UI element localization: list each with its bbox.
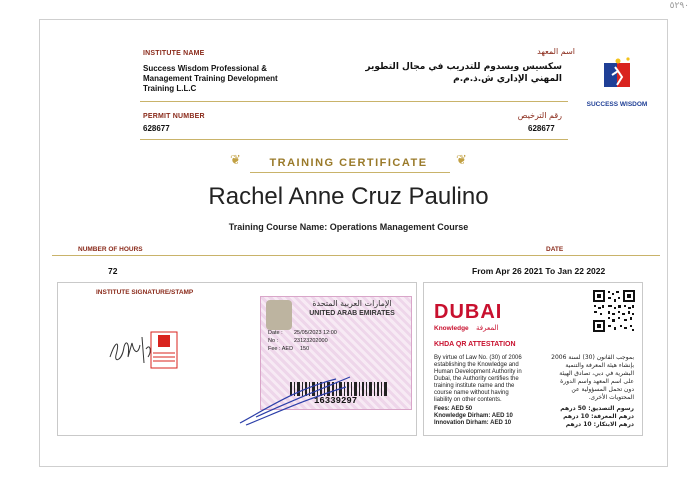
signature-stamp-label: INSTITUTE SIGNATURE/STAMP [96,289,194,296]
logo-text: SUCCESS WISDOM [586,101,648,108]
institute-name-label: INSTITUTE NAME [143,50,205,57]
stamp-fee-label: Fee : AED [268,346,294,352]
khda-text-en-7: liability on other contents. [434,397,502,403]
institute-name-line-2: Management Training Development [143,74,278,83]
khda-text-ar-6: المحتويات الأخرى. [588,394,634,401]
khda-sub-en: Knowledge [434,325,469,332]
title-underline [250,172,450,173]
qr-code [592,289,636,333]
hours-label: NUMBER OF HOURS [78,246,143,253]
stamp-date-label: Date : [268,330,283,336]
stamp-date-value: 25/05/2023 12:00 [294,330,337,336]
khda-text-ar-4: على اسم المعهد واسم الدورة [560,378,634,385]
success-wisdom-logo [586,57,648,112]
khda-text-ar-1: بموجب القانون (30) لسنة 2006 [551,354,634,361]
institute-name-ar-line-2: المهني الإداري ش.ذ.م.م [453,74,562,84]
ornament-left-icon: ❦ [230,152,241,167]
hours-value: 72 [108,266,118,276]
khda-fees-ar-1: رسوم التصديق: 50 درهم [560,405,634,412]
signature-stamp-box [57,282,417,436]
document-reference-mark: ٥٢٩٠ [669,1,689,11]
handwritten-signature [106,333,154,367]
stamp-serial: 16339297 [314,396,358,406]
khda-text-ar-3: البشرية في دبي، تصادق الهيئة [559,370,634,377]
blue-ink-signature [236,369,356,429]
date-label: DATE [546,246,564,253]
details-divider [52,255,660,256]
khda-fees-ar-3: درهم الابتكار: 10 درهم [565,421,634,428]
logo-emblem-icon [592,57,642,101]
khda-text-en-2: establishing the Knowledge and [434,362,519,368]
institute-name-label-ar: اسم المعهد [537,47,575,56]
khda-sub-ar: المعرفة [476,324,499,332]
khda-fees-en-2: Knowledge Dirham: AED 10 [434,413,513,419]
khda-fees-en-3: Innovation Dirham: AED 10 [434,420,512,426]
permit-number-value: 628677 [143,124,170,133]
header-divider [140,101,568,102]
stamp-no-value: 23123202000 [294,338,328,344]
khda-fees-ar-2: درهم المعرفة: 10 درهم [563,413,634,420]
khda-text-ar-5: دون تحمل المسؤولية عن [571,386,634,393]
certificate-title: TRAINING CERTIFICATE [269,157,428,169]
khda-text-en-3: Human Development Authority in [434,369,522,375]
stamp-country-ar: الإمارات العربية المتحدة [312,299,392,308]
stamp-country-en: UNITED ARAB EMIRATES [309,310,395,317]
khda-text-en-5: training institute name and the [434,383,515,389]
khda-heading: KHDA QR ATTESTATION [434,341,516,348]
stamp-fee-value: 150 [300,346,310,352]
course-name: Training Course Name: Operations Management Course [228,222,469,232]
date-value: From Apr 26 2021 To Jan 22 2022 [472,266,606,276]
ornament-right-icon: ❦ [456,152,467,167]
institute-name-ar-line-1: سكسيس ويسدوم للتدريب في مجال التطوير [365,62,562,72]
khda-text-ar-2: بإنشاء هيئة المعرفة والتنمية [565,362,634,369]
certificate-holder-name: Rachel Anne Cruz Paulino [208,183,489,210]
khda-text-en-4: Dubai, the Authority certifies the [434,376,519,382]
permit-number-value-ar: 628677 [528,124,555,133]
khda-brand: DUBAI [434,301,503,323]
khda-text-en-6: course name without having [434,390,509,396]
khda-attestation-box [423,282,643,436]
institute-stamp-icon [150,331,178,369]
permit-number-label-ar: رقم الترخيص [517,111,562,120]
khda-text-en-1: By virtue of Law No. (30) of 2006 [434,355,522,361]
uae-eagle-emblem-icon [266,300,292,330]
institute-name-line-1: Success Wisdom Professional & [143,64,267,73]
institute-name-line-3: Training L.L.C [143,84,197,93]
khda-fees-en-1: Fees: AED 50 [434,406,473,412]
permit-number-label: PERMIT NUMBER [143,113,205,120]
permit-divider [140,139,568,140]
stamp-no-label: No : [268,338,279,344]
